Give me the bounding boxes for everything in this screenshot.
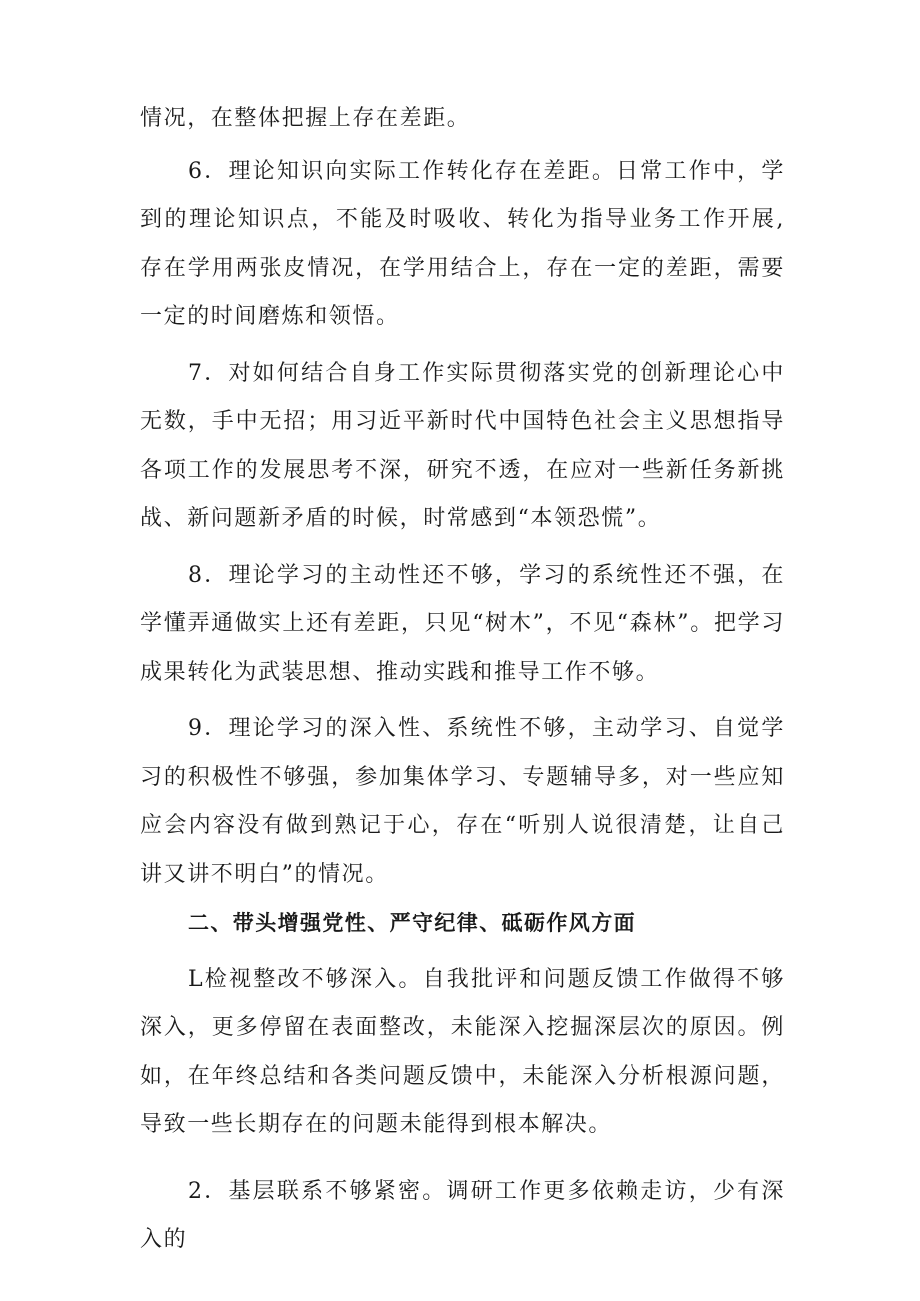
paragraph-item-6: 6．理论知识向实际工作转化存在差距。日常工作中，学到的理论知识点，不能及时吸收、转化为指导业务工作开展,存在学用两张皮情况，在学用结合上，存在一定的差距，需要一定的时间磨炼和领悟。 [140, 158, 785, 329]
paragraph-section2-item-1: L检视整改不够深入。自我批评和问题反馈工作做得不够深入，更多停留在表面整改，未能深入挖掘深层次的原因。例如，在年终总结和各类问题反馈中，未能深入分析根源问题，导致一些长期存在的问题未能得到根本解决。 [140, 966, 785, 1137]
paragraph-item-9: 9．理论学习的深入性、系统性不够，主动学习、自觉学习的积极性不够强，参加集体学习、专题辅导多，对一些应知应会内容没有做到熟记于心，存在“听别人说很清楚，让自己讲又讲不明白”的情况。 [140, 716, 785, 887]
section-heading: 二、带头增强党性、严守纪律、砥砺作风方面 [188, 911, 636, 935]
paragraph-section2-item-2: 2．基层联系不够紧密。调研工作更多依赖走访，少有深入的 [140, 1178, 785, 1252]
paragraph-item-8: 8．理论学习的主动性还不够，学习的系统性还不强，在学懂弄通做实上还有差距，只见“树木”，不见“森林”。把学习成果转化为武装思想、推动实践和推导工作不够。 [140, 562, 785, 685]
paragraph-item-7: 7．对如何结合自身工作实际贯彻落实党的创新理论心中无数，手中无招；用习近平新时代中国特色社会主义思想指导各项工作的发展思考不深，研究不透，在应对一些新任务新挑战、新问题新矛盾的时候，时常感到“本领恐慌”。 [140, 360, 785, 531]
document-body [140, 95, 785, 1265]
paragraph-continuation: 情况，在整体把握上存在差距。 [140, 106, 471, 131]
